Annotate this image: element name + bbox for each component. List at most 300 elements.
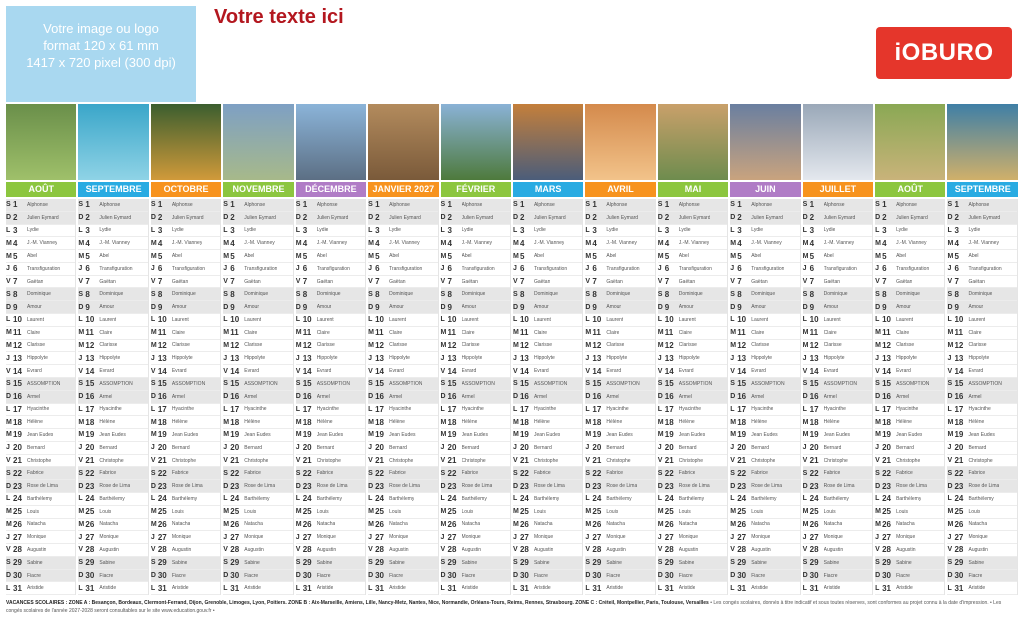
day-letter: D [150, 393, 156, 401]
day-row [803, 250, 872, 263]
day-number: 13 [85, 353, 95, 363]
day-number: 4 [809, 238, 815, 248]
day-letter: S [657, 559, 663, 567]
saint-name: Rose de Lima [606, 483, 638, 490]
day-number: 25 [13, 507, 22, 517]
day-row [223, 378, 292, 391]
day-row [513, 429, 582, 442]
day-number: 31 [592, 583, 602, 593]
day-row [6, 506, 75, 519]
saint-name: Barthélemy [316, 495, 342, 502]
day-number: 30 [230, 571, 240, 581]
saint-name: Evrard [533, 368, 549, 375]
day-number: 7 [230, 277, 235, 287]
day-row [296, 276, 365, 289]
day-letter: L [657, 584, 663, 592]
day-row [441, 250, 510, 263]
day-letter: V [947, 278, 953, 286]
saint-name: Lydie [27, 227, 39, 234]
day-letter: M [875, 418, 881, 426]
saint-name: ASSOMPTION [968, 380, 1002, 387]
day-letter: L [875, 495, 880, 503]
day-letter: D [730, 572, 736, 580]
day-row [513, 416, 582, 429]
day-row [730, 519, 799, 532]
saint-name: Armel [244, 393, 258, 400]
day-row [441, 519, 510, 532]
saint-name: Armel [896, 393, 910, 400]
day-number: 2 [954, 213, 959, 223]
saint-name: Jean Eudes [171, 431, 199, 438]
month-header: MARS [513, 182, 583, 197]
day-row [658, 237, 727, 250]
day-row [803, 506, 872, 519]
saint-name: Fabrice [244, 470, 261, 477]
day-letter: S [657, 469, 663, 477]
day-number: 31 [809, 583, 819, 593]
saint-name: Christophe [461, 457, 486, 464]
day-row [513, 455, 582, 468]
day-row [803, 455, 872, 468]
saint-name: Augustin [823, 546, 844, 553]
day-number: 13 [664, 353, 674, 363]
month-photo [947, 104, 1017, 180]
day-number: 13 [519, 353, 529, 363]
day-letter: S [947, 201, 953, 209]
saint-name: Dominique [606, 291, 631, 298]
day-number: 27 [230, 532, 240, 542]
day-number: 11 [664, 328, 674, 338]
day-row [803, 519, 872, 532]
day-row [296, 480, 365, 493]
day-number: 11 [13, 328, 22, 338]
saint-name: Fabrice [461, 470, 479, 477]
day-row [368, 531, 437, 544]
saint-name: Sabine [678, 559, 695, 566]
day-number: 28 [954, 545, 964, 555]
day-number: 7 [519, 277, 525, 287]
day-number: 12 [230, 340, 240, 350]
saint-name: Christophe [99, 457, 124, 464]
saint-name: Gaëtan [27, 278, 44, 285]
saint-name: Christophe [968, 457, 993, 464]
saint-name: Hippolyte [606, 355, 628, 362]
day-row [6, 557, 75, 570]
day-number: 7 [85, 277, 90, 287]
day-number: 8 [157, 289, 163, 299]
day-number: 23 [13, 481, 22, 491]
day-letter: M [78, 508, 85, 516]
day-number: 4 [230, 238, 235, 248]
day-number: 23 [447, 481, 457, 491]
day-row [730, 531, 799, 544]
day-row [658, 365, 727, 378]
saint-name: Sabine [171, 559, 188, 566]
day-number: 10 [447, 315, 457, 325]
day-letter: J [78, 533, 83, 541]
day-letter: D [730, 393, 736, 401]
day-number: 9 [302, 302, 308, 312]
day-number: 11 [519, 328, 529, 338]
day-row [296, 519, 365, 532]
saint-name: Christophe [533, 457, 559, 464]
day-number: 11 [157, 328, 167, 338]
day-letter: J [150, 354, 155, 362]
day-number: 10 [664, 315, 674, 325]
day-letter: M [150, 431, 157, 439]
day-letter: D [78, 482, 84, 490]
day-letter: M [78, 341, 85, 349]
day-number: 17 [375, 404, 385, 414]
day-letter: J [512, 354, 517, 362]
saint-name: Natacha [99, 521, 119, 528]
day-letter: M [947, 239, 954, 247]
day-letter: L [802, 405, 807, 413]
saint-name: Aristide [27, 585, 44, 592]
day-letter: L [150, 226, 156, 234]
day-number: 12 [302, 340, 312, 350]
saint-name: Transfiguration [389, 265, 423, 272]
saint-name: Hyacinthe [678, 406, 702, 413]
saint-name: Clarisse [823, 342, 842, 349]
day-row [78, 467, 147, 480]
day-letter: J [6, 444, 10, 452]
saint-name: Natacha [751, 521, 770, 528]
saint-name: Christophe [27, 457, 52, 464]
day-row [296, 493, 365, 506]
day-letter: L [368, 584, 373, 592]
day-letter: S [78, 201, 84, 209]
saint-name: Transfiguration [678, 265, 712, 272]
day-row [151, 506, 220, 519]
saint-name: Aristide [461, 585, 479, 592]
day-row [151, 288, 220, 301]
saint-name: Armel [171, 393, 185, 400]
saint-name: Monique [823, 534, 843, 541]
saint-name: Christophe [896, 457, 921, 464]
day-number: 30 [519, 571, 529, 581]
day-number: 24 [954, 494, 964, 504]
day-number: 2 [375, 213, 380, 223]
day-letter: D [657, 393, 663, 401]
day-number: 14 [13, 366, 22, 376]
day-letter: M [802, 341, 809, 349]
saint-name: Hyacinthe [99, 406, 122, 413]
day-letter: J [585, 444, 590, 452]
day-number: 25 [230, 507, 240, 517]
saint-name: Hélène [606, 419, 623, 426]
day-letter: J [78, 354, 83, 362]
saint-name: Amour [751, 304, 766, 311]
day-number: 27 [519, 532, 529, 542]
day-letter: M [295, 520, 302, 528]
day-number: 17 [519, 404, 529, 414]
photo-strip [6, 104, 1018, 180]
day-letter: M [875, 329, 881, 337]
day-letter: L [295, 495, 300, 503]
day-number: 27 [302, 532, 312, 542]
day-row [947, 352, 1016, 365]
day-row [78, 199, 147, 212]
saint-name: Monique [533, 534, 554, 541]
saint-name: Laurent [461, 316, 479, 323]
day-number: 4 [519, 238, 525, 248]
day-row [585, 288, 654, 301]
day-number: 16 [230, 392, 240, 402]
day-number: 16 [85, 392, 95, 402]
day-letter: M [730, 329, 737, 337]
day-row [947, 199, 1016, 212]
custom-text-title: Votre texte ici [214, 6, 344, 28]
day-number: 20 [809, 443, 819, 453]
day-letter: L [368, 495, 373, 503]
day-number: 11 [954, 328, 963, 338]
saint-name: Barthélemy [968, 495, 994, 502]
day-number: 21 [447, 456, 457, 466]
day-letter: M [368, 520, 374, 528]
day-row [296, 582, 365, 595]
day-row [78, 225, 147, 238]
day-number: 30 [302, 571, 312, 581]
day-letter: D [368, 572, 374, 580]
day-letter: S [440, 290, 446, 298]
day-row [803, 199, 872, 212]
saint-name: Louis [968, 508, 981, 515]
saint-name: Natacha [27, 521, 46, 528]
saint-name: Dominique [461, 291, 486, 298]
day-number: 20 [519, 443, 529, 453]
day-letter: L [730, 316, 735, 324]
day-row [151, 250, 220, 263]
saint-name: Lydie [968, 227, 981, 234]
day-number: 24 [302, 494, 312, 504]
day-row [368, 237, 437, 250]
saint-name: Louis [316, 508, 329, 515]
day-row [803, 467, 872, 480]
saint-name: Hippolyte [389, 355, 410, 362]
saint-name: Armel [968, 393, 982, 400]
month-header: JANVIER 2027 [368, 182, 438, 197]
day-letter: J [150, 444, 155, 452]
saint-name: Sabine [461, 559, 478, 566]
day-number: 13 [592, 353, 602, 363]
day-number: 19 [519, 430, 529, 440]
day-row [151, 263, 220, 276]
day-row [947, 467, 1016, 480]
saint-name: Louis [171, 508, 184, 515]
day-number: 1 [85, 200, 90, 210]
day-letter: V [802, 546, 808, 554]
day-letter: L [78, 495, 83, 503]
saint-name: ASSOMPTION [316, 380, 351, 387]
day-row [223, 276, 292, 289]
saint-name: Evrard [244, 368, 259, 375]
day-letter: D [295, 482, 301, 490]
day-letter: M [875, 239, 881, 247]
saint-name: Natacha [606, 521, 625, 528]
saint-name: Transfiguration [751, 265, 785, 272]
saint-name: Claire [823, 329, 837, 336]
day-letter: J [730, 444, 735, 452]
day-number: 13 [302, 353, 312, 363]
saint-name: Bernard [533, 444, 552, 451]
day-row [875, 212, 944, 225]
day-row [151, 276, 220, 289]
day-letter: J [223, 265, 228, 273]
month-column [875, 199, 945, 595]
logo-line: format 120 x 61 mm [43, 38, 159, 53]
day-letter: D [947, 482, 953, 490]
saint-name: Louis [461, 508, 474, 515]
day-number: 27 [13, 532, 22, 542]
day-letter: L [440, 584, 445, 592]
saint-name: Barthélemy [461, 495, 487, 502]
day-row [947, 416, 1016, 429]
day-row [368, 225, 437, 238]
day-letter: L [78, 226, 83, 234]
saint-name: Monique [678, 534, 698, 541]
day-row [513, 327, 582, 340]
day-letter: S [512, 201, 518, 209]
month-column [513, 199, 583, 595]
saint-name: Abel [244, 253, 255, 260]
day-row [368, 391, 437, 404]
saint-name: Barthélemy [823, 495, 849, 502]
day-letter: V [223, 546, 228, 554]
day-row [803, 570, 872, 583]
day-number: 14 [809, 366, 819, 376]
saint-name: Lydie [461, 227, 474, 234]
day-number: 23 [157, 481, 167, 491]
day-number: 26 [302, 519, 312, 529]
day-number: 13 [230, 353, 240, 363]
day-number: 3 [230, 225, 235, 235]
month-photo [875, 104, 945, 180]
day-letter: S [802, 469, 808, 477]
day-number: 21 [375, 456, 385, 466]
day-row [803, 531, 872, 544]
day-letter: S [512, 380, 518, 388]
day-number: 20 [954, 443, 964, 453]
day-letter: L [875, 226, 880, 234]
day-letter: D [78, 572, 84, 580]
day-number: 31 [664, 583, 674, 593]
saint-name: Alphonse [823, 201, 845, 208]
saint-name: Hippolyte [751, 355, 773, 362]
day-row [875, 314, 944, 327]
day-row [875, 506, 944, 519]
day-letter: V [440, 546, 446, 554]
day-row [368, 467, 437, 480]
saint-name: Julien Eymard [461, 214, 494, 221]
day-number: 25 [737, 507, 747, 517]
saint-name: Abel [316, 253, 327, 260]
saint-name: Christophe [316, 457, 341, 464]
day-row [296, 531, 365, 544]
day-letter: S [6, 290, 11, 298]
saint-name: Fiacre [606, 572, 621, 579]
day-row [296, 455, 365, 468]
saint-name: Christophe [244, 457, 269, 464]
day-letter: M [6, 508, 12, 516]
day-letter: M [440, 508, 447, 516]
day-letter: M [440, 341, 447, 349]
day-letter: J [78, 444, 83, 452]
day-letter: D [657, 303, 663, 311]
day-number: 2 [519, 213, 525, 223]
day-row [223, 416, 292, 429]
day-letter: M [802, 508, 809, 516]
day-row [296, 570, 365, 583]
saint-name: Louis [533, 508, 546, 515]
day-letter: S [368, 380, 373, 388]
month-header: SEPTEMBRE [78, 182, 148, 197]
saint-name: Rose de Lima [27, 483, 58, 490]
saint-name: Rose de Lima [533, 483, 565, 490]
day-row [730, 212, 799, 225]
saint-name: Hippolyte [171, 355, 193, 362]
saint-name: Fiacre [27, 572, 41, 579]
saint-name: Armel [99, 393, 113, 400]
saint-name: J.-M. Vianney [533, 240, 565, 247]
saint-name: Dominique [171, 291, 196, 298]
day-number: 29 [85, 558, 95, 568]
day-letter: M [585, 239, 592, 247]
day-row [658, 582, 727, 595]
saint-name: Hélène [823, 419, 840, 426]
saint-name: Evrard [751, 368, 766, 375]
day-number: 16 [592, 392, 602, 402]
day-number: 9 [664, 302, 670, 312]
saint-name: Sabine [751, 559, 767, 566]
day-letter: V [150, 367, 156, 375]
month-header: JUILLET [803, 182, 873, 197]
saint-name: Armel [823, 393, 837, 400]
day-number: 2 [85, 213, 90, 223]
day-letter: V [223, 367, 228, 375]
day-letter: V [368, 278, 373, 286]
day-letter: S [875, 469, 880, 477]
day-letter: M [368, 418, 374, 426]
day-number: 10 [809, 315, 819, 325]
saint-name: Fabrice [171, 470, 189, 477]
saint-name: Laurent [823, 316, 841, 323]
saint-name: Transfiguration [244, 265, 278, 272]
day-number: 16 [447, 392, 457, 402]
day-row [947, 442, 1016, 455]
day-letter: M [802, 239, 809, 247]
day-row [296, 391, 365, 404]
saint-name: Lydie [244, 227, 257, 234]
day-number: 8 [230, 289, 235, 299]
day-number: 27 [375, 532, 385, 542]
saint-name: Lydie [171, 227, 184, 234]
day-letter: V [512, 457, 518, 465]
day-letter: J [802, 265, 807, 273]
day-row [6, 288, 75, 301]
day-row [513, 480, 582, 493]
month-photo [78, 104, 148, 180]
saint-name: Lydie [678, 227, 691, 234]
day-row [658, 480, 727, 493]
saint-name: Hyacinthe [244, 406, 267, 413]
saint-name: Alphonse [678, 201, 700, 208]
day-number: 3 [809, 225, 815, 235]
day-letter: V [657, 457, 663, 465]
day-letter: J [730, 533, 735, 541]
saint-name: Jean Eudes [244, 431, 271, 438]
day-number: 26 [230, 519, 240, 529]
